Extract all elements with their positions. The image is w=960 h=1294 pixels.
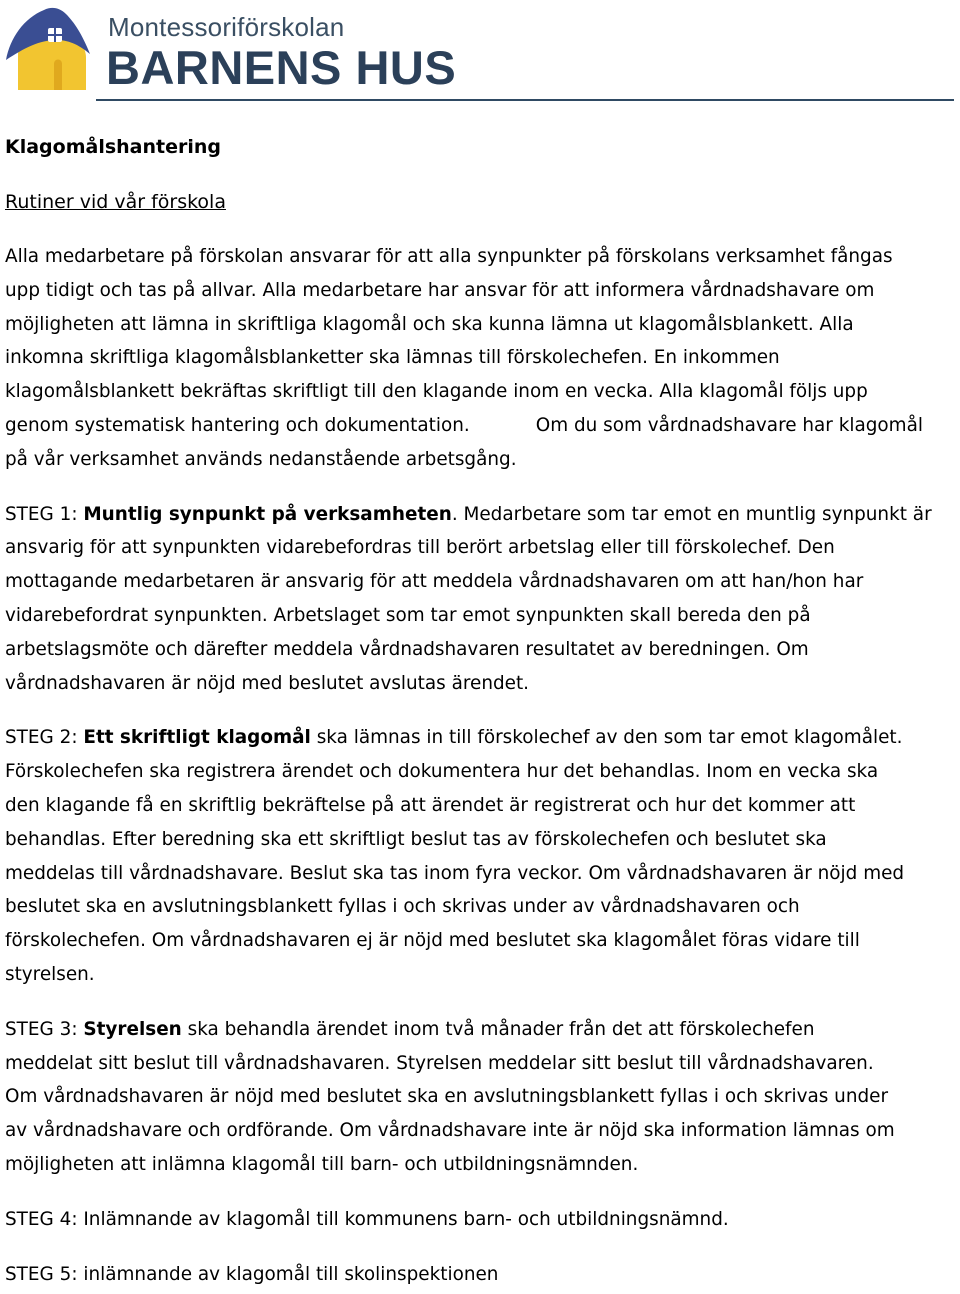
step-heading: Ett skriftligt klagomål: [83, 727, 311, 749]
intro-line-part: Om du som vårdnadshavare har klagomål: [535, 414, 923, 436]
step-label: STEG 1:: [5, 503, 84, 525]
step-line: arbetslagsmöte och därefter meddela vårdnadshavaren resultatet av beredningen. Om: [5, 638, 809, 660]
step-1-paragraph: [5, 498, 955, 701]
step-line: möjligheten att inlämna klagomål till barn- och utbildningsnämnden.: [5, 1153, 639, 1175]
step-line: [5, 498, 955, 532]
house-logo-icon: [4, 4, 94, 94]
step-line: den klagande få en skriftlig bekräftelse på att ärendet är registrerat och hur det kommer att: [5, 794, 856, 816]
step-line: Om vårdnadshavaren är nöjd med beslutet ska en avslutningsblankett fyllas i och skrivas under: [5, 1086, 889, 1108]
header-divider: [96, 99, 954, 101]
step-line: ansvarig för att synpunkten vidarebefordras till berört arbetslag eller till förskolechef. Den: [5, 537, 835, 559]
routines-subheading: Rutiner vid vår förskola: [5, 191, 226, 213]
org-subtitle: Montessoriförskolan: [108, 12, 345, 42]
step-line: beslutet ska en avslutningsblankett fyllas i och skrivas under av vårdnadshavaren och: [5, 896, 800, 918]
step-text: Inlämnande av klagomål till kommunens barn- och utbildningsnämnd.: [83, 1208, 729, 1230]
intro-paragraph: [5, 240, 955, 477]
step-line: [5, 1203, 955, 1237]
intro-line: möjligheten att lämna in skriftliga klagomål och ska kunna lämna ut klagomålsblankett. Alla: [5, 313, 854, 335]
step-text: ska behandla ärendet inom två månader från det att förskolechefen: [181, 1018, 815, 1040]
document-body: [5, 130, 955, 1291]
step-text: . Medarbetare som tar emot en muntlig synpunkt är: [451, 503, 932, 525]
intro-line: på vår verksamhet används nedanstående arbetsgång.: [5, 448, 517, 470]
intro-line: upp tidigt och tas på allvar. Alla medarbetare har ansvar för att informera vårdnadshavare om: [5, 279, 875, 301]
org-name: BARNENS HUS: [106, 41, 457, 94]
step-heading: Muntlig synpunkt på verksamheten: [83, 503, 452, 525]
step-line: Förskolechefen ska registrera ärendet och dokumentera hur det behandlas. Inom en vecka ska: [5, 761, 879, 783]
step-heading: Styrelsen: [83, 1018, 182, 1040]
step-line: [5, 721, 955, 755]
step-label: STEG 3:: [5, 1018, 84, 1040]
step-4-paragraph: [5, 1203, 955, 1237]
step-line: av vårdnadshavare och ordförande. Om vårdnadshavare inte är nöjd ska information lämnas om: [5, 1120, 895, 1142]
step-label: STEG 4:: [5, 1208, 84, 1230]
intro-line: klagomålsblankett bekräftas skriftligt till den klagande inom en vecka. Alla klagomål följs upp: [5, 381, 868, 403]
step-label: STEG 2:: [5, 727, 84, 749]
step-line: styrelsen.: [5, 963, 95, 985]
intro-line: inkomna skriftliga klagomålsblanketter ska lämnas till förskolechefen. En inkommen: [5, 347, 780, 369]
header: [0, 0, 960, 104]
step-line: vårdnadshavaren är nöjd med beslutet avslutas ärendet.: [5, 672, 530, 694]
step-2-paragraph: [5, 721, 955, 991]
intro-line: [5, 409, 955, 443]
step-line: meddelat sitt beslut till vårdnadshavaren. Styrelsen meddelar sitt beslut till vårdnadshavaren.: [5, 1052, 874, 1074]
step-line: vidarebefordrat synpunkten. Arbetslaget som tar emot synpunkten skall bereda den på: [5, 604, 811, 626]
step-line: [5, 1258, 955, 1292]
step-3-paragraph: [5, 1013, 955, 1182]
intro-line: Alla medarbetare på förskolan ansvarar för att alla synpunkter på förskolans verksamhet fångas: [5, 246, 893, 267]
step-line: mottagande medarbetaren är ansvarig för att meddela vårdnadshavaren om att han/hon har: [5, 571, 864, 593]
step-label: STEG 5:: [5, 1263, 84, 1285]
intro-line-part: genom systematisk hantering och dokumentation.: [5, 414, 470, 436]
step-line: behandlas. Efter beredning ska ett skriftligt beslut tas av förskolechefen och beslutet ska: [5, 828, 827, 850]
step-text: ska lämnas in till förskolechef av den som tar emot klagomålet.: [310, 727, 903, 749]
step-text: inlämnande av klagomål till skolinspektionen: [83, 1263, 499, 1285]
step-5-paragraph: [5, 1258, 955, 1292]
step-line: förskolechefen. Om vårdnadshavaren ej är nöjd med beslutet ska klagomålet föras vidare till: [5, 930, 860, 952]
step-line: [5, 1013, 955, 1047]
document-title: Klagomålshantering: [5, 136, 222, 158]
step-line: meddelas till vårdnadshavare. Beslut ska tas inom fyra veckor. Om vårdnadshavaren är nöjd med: [5, 862, 905, 884]
